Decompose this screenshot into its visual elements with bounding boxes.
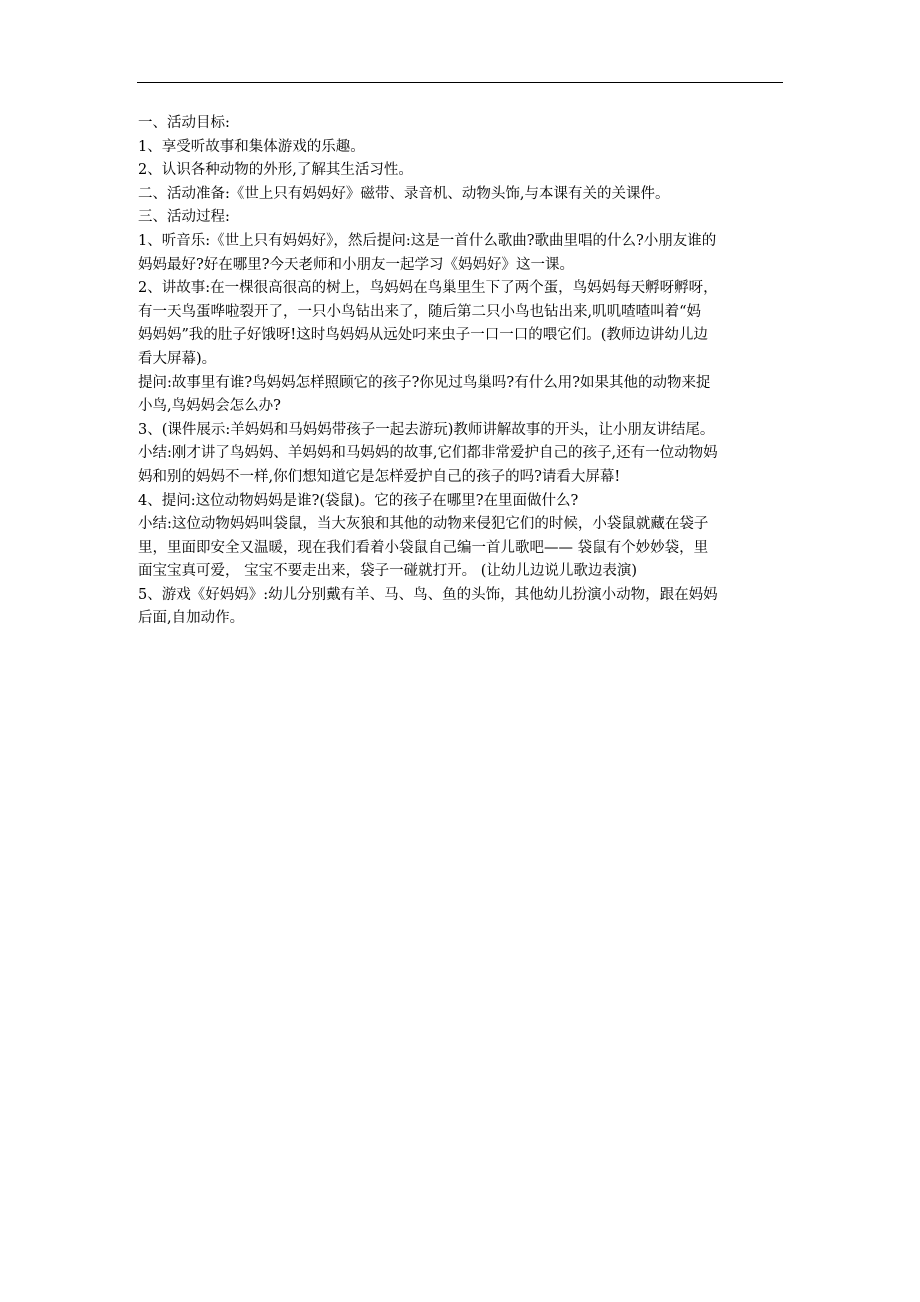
process-step-2-line-4: 看大屏幕)。 — [138, 350, 217, 367]
lesson-plan-body — [138, 112, 786, 631]
process-step-5-line-2: 后面,自加动作。 — [138, 610, 245, 627]
header-rule — [137, 82, 783, 83]
summary-2-line-1: 小结:这位动物妈妈叫袋鼠，当大灰狼和其他的动物来侵犯它们的时候，小袋鼠就藏在袋子 — [138, 516, 709, 533]
process-step-3: 3、(课件展示:羊妈妈和马妈妈带孩子一起去游玩)教师讲解故事的开头，让小朋友讲结尾。 — [138, 421, 715, 438]
section-heading-process: 三、活动过程: — [138, 209, 230, 226]
question-paragraph-line-2: 小鸟,鸟妈妈会怎么办? — [138, 398, 281, 415]
process-step-4: 4、提问:这位动物妈妈是谁?(袋鼠)。它的孩子在哪里?在里面做什么? — [138, 492, 579, 509]
process-step-2-line-3: 妈妈妈”我的肚子好饿呀!这时鸟妈妈从远处叼来虫子一口一口的喂它们。(教师边讲幼儿边 — [138, 327, 708, 344]
question-paragraph-line-1: 提问:故事里有谁?鸟妈妈怎样照顾它的孩子?你见过鸟巢吗?有什么用?如果其他的动物来捉 — [138, 374, 711, 391]
goal-item-1: 1、享受听故事和集体游戏的乐趣。 — [138, 138, 365, 155]
process-step-2-line-1: 2、讲故事:在一棵很高很高的树上，鸟妈妈在鸟巢里生下了两个蛋，鸟妈妈每天孵呀孵呀， — [138, 280, 718, 297]
summary-2-line-3: 面宝宝真可爱， 宝宝不要走出来，袋子一碰就打开。 (让幼儿边说儿歌边表演) — [138, 563, 638, 580]
section-heading-goals: 一、活动目标: — [138, 115, 230, 131]
process-step-1-line-2: 妈妈最好?好在哪里?今天老师和小朋友一起学习《妈妈好》这一课。 — [138, 256, 575, 273]
summary-1-line-1: 小结:刚才讲了鸟妈妈、羊妈妈和马妈妈的故事,它们都非常爱护自己的孩子,还有一位动物妈 — [138, 445, 718, 462]
summary-1-line-2: 妈和别的妈妈不一样,你们想知道它是怎样爱护自己的孩子的吗?请看大屏幕! — [138, 468, 621, 485]
goal-item-2: 2、认识各种动物的外形,了解其生活习性。 — [138, 162, 413, 179]
process-step-2-line-2: 有一天鸟蛋哗啦裂开了，一只小鸟钻出来了，随后第二只小鸟也钻出来,叽叽喳喳叫着“妈 — [138, 303, 702, 320]
process-step-1-line-1: 1、听音乐:《世上只有妈妈好》，然后提问:这是一首什么歌曲?歌曲里唱的什么?小朋友谁的 — [138, 232, 717, 249]
process-step-5-line-1: 5、游戏《好妈妈》:幼儿分别戴有羊、马、鸟、鱼的头饰，其他幼儿扮演小动物，跟在妈妈 — [138, 586, 718, 603]
section-heading-preparation: 二、活动准备:《世上只有妈妈好》磁带、录音机、动物头饰,与本课有关的关课件。 — [138, 185, 670, 202]
summary-2-line-2: 里，里面即安全又温暖，现在我们看着小袋鼠自己编一首儿歌吧—— 袋鼠有个妙妙袋，里 — [138, 539, 709, 556]
